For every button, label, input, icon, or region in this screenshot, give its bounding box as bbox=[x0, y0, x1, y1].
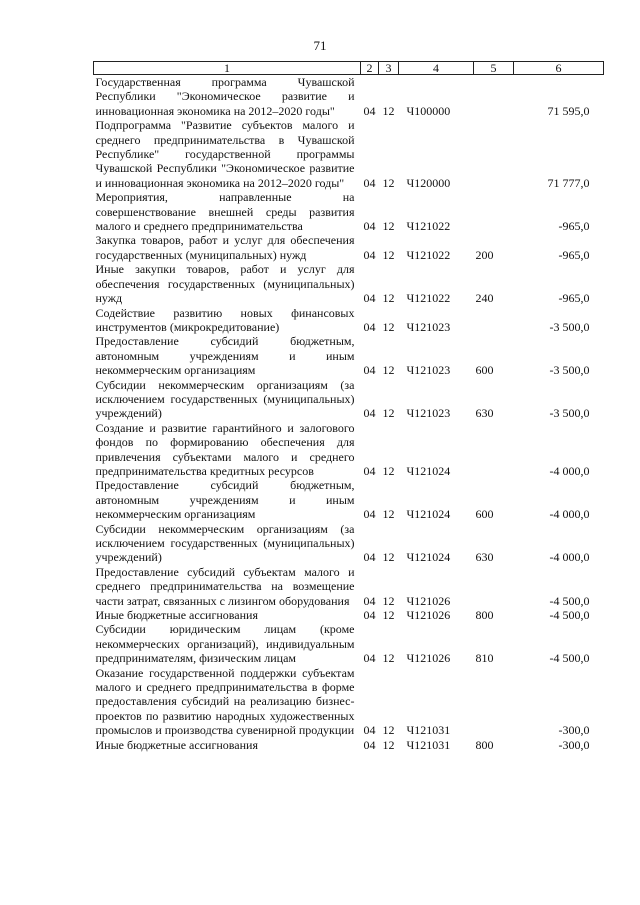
row-target-article-cell: Ч121031 bbox=[406, 723, 451, 738]
row-section-cell: 04 bbox=[363, 463, 376, 478]
row-name-cell: Содействие развитию новых финансовых инструментов (микрокредитование) bbox=[95, 305, 355, 334]
header-cell-section: 2 bbox=[361, 62, 379, 75]
row-amount-cell: -4 500,0 bbox=[549, 651, 590, 666]
table-row bbox=[94, 233, 604, 262]
table-row bbox=[94, 334, 604, 377]
header-cell-expense-type: 5 bbox=[474, 62, 514, 75]
row-subsection-cell: 12 bbox=[382, 247, 395, 262]
header-cell-target-article: 4 bbox=[399, 62, 474, 75]
row-subsection-cell: 12 bbox=[382, 219, 395, 234]
row-section-cell: 04 bbox=[363, 175, 376, 190]
row-section-cell: 04 bbox=[363, 723, 376, 738]
row-expense-type-cell: 240 bbox=[475, 291, 494, 306]
row-amount-cell: -965,0 bbox=[558, 291, 590, 306]
table-row bbox=[94, 306, 604, 335]
table-row bbox=[94, 118, 604, 190]
table-row bbox=[94, 478, 604, 521]
row-section-cell: 04 bbox=[363, 363, 376, 378]
row-name-cell: Государственная программа Чувашской Республики "Экономическое развитие и инновационная экономика на 2012–2020 годы" bbox=[95, 75, 355, 118]
row-amount-cell: -300,0 bbox=[558, 723, 590, 738]
row-expense-type-cell: 630 bbox=[475, 406, 494, 421]
row-expense-type-cell bbox=[474, 421, 514, 479]
row-subsection-cell: 12 bbox=[382, 319, 395, 334]
row-target-article-cell: Ч121026 bbox=[406, 593, 451, 608]
table-row bbox=[94, 608, 604, 622]
table-body bbox=[94, 75, 604, 753]
row-target-article-cell: Ч121023 bbox=[406, 363, 451, 378]
row-expense-type-cell bbox=[474, 118, 514, 190]
row-section-cell: 04 bbox=[363, 737, 376, 752]
table-row bbox=[94, 738, 604, 752]
row-expense-type-cell bbox=[474, 306, 514, 335]
table-row bbox=[94, 622, 604, 665]
row-subsection-cell: 12 bbox=[382, 550, 395, 565]
row-amount-cell: -3 500,0 bbox=[549, 363, 590, 378]
row-target-article-cell: Ч121024 bbox=[406, 463, 451, 478]
table-row bbox=[94, 421, 604, 479]
row-expense-type-cell bbox=[474, 75, 514, 119]
header-cell-amount: 6 bbox=[514, 62, 604, 75]
row-expense-type-cell bbox=[474, 565, 514, 608]
row-target-article-cell: Ч121023 bbox=[406, 406, 451, 421]
row-subsection-cell: 12 bbox=[382, 406, 395, 421]
row-expense-type-cell: 200 bbox=[475, 247, 494, 262]
row-subsection-cell: 12 bbox=[382, 608, 395, 623]
row-amount-cell: -4 000,0 bbox=[549, 507, 590, 522]
row-target-article-cell: Ч121026 bbox=[406, 608, 451, 623]
row-target-article-cell: Ч121024 bbox=[406, 550, 451, 565]
row-section-cell: 04 bbox=[363, 406, 376, 421]
row-target-article-cell: Ч121022 bbox=[406, 247, 451, 262]
row-name-cell: Мероприятия, направленные на совершенствование внешней среды развития малого и среднего предпринимательства bbox=[95, 190, 355, 234]
row-name-cell: Предоставление субсидий бюджетным, автономным учреждениям и иным некоммерческим организациям bbox=[95, 478, 355, 522]
row-expense-type-cell: 800 bbox=[475, 608, 494, 623]
header-cell-subsection: 3 bbox=[379, 62, 399, 75]
table-row bbox=[94, 262, 604, 305]
row-amount-cell: 71 595,0 bbox=[547, 103, 590, 118]
row-name-cell: Субсидии некоммерческим организациям (за исключением государственных (муниципальных) учреждений) bbox=[95, 521, 355, 565]
table-row bbox=[94, 666, 604, 738]
row-target-article-cell: Ч100000 bbox=[406, 103, 451, 118]
table-row bbox=[94, 378, 604, 421]
row-expense-type-cell: 630 bbox=[475, 550, 494, 565]
row-name-cell: Иные бюджетные ассигнования bbox=[95, 608, 258, 623]
row-amount-cell: 71 777,0 bbox=[547, 175, 590, 190]
row-amount-cell: -4 500,0 bbox=[549, 593, 590, 608]
header-cell-name: 1 bbox=[94, 62, 361, 75]
row-subsection-cell: 12 bbox=[382, 103, 395, 118]
row-target-article-cell: Ч121024 bbox=[406, 507, 451, 522]
row-section-cell: 04 bbox=[363, 103, 376, 118]
row-expense-type-cell bbox=[474, 190, 514, 233]
row-target-article-cell: Ч121022 bbox=[406, 291, 451, 306]
row-amount-cell: -300,0 bbox=[558, 737, 590, 752]
row-amount-cell: -965,0 bbox=[558, 219, 590, 234]
row-target-article-cell: Ч121023 bbox=[406, 319, 451, 334]
row-expense-type-cell: 600 bbox=[475, 507, 494, 522]
row-amount-cell: -4 500,0 bbox=[549, 608, 590, 623]
row-name-cell: Предоставление субсидий субъектам малого и среднего предпринимательства на возмещение части затрат, связанных с лизингом оборудования bbox=[95, 564, 355, 608]
row-expense-type-cell: 810 bbox=[475, 651, 494, 666]
row-name-cell: Оказание государственной поддержки субъектам малого и среднего предпринимательства в форме предоставления субсидий на реализацию бизнес-проектов по развитию народных художественных промыслов и производства сувенирной продукции bbox=[95, 665, 355, 738]
row-expense-type-cell: 600 bbox=[475, 363, 494, 378]
row-name-cell: Закупка товаров, работ и услуг для обеспечения государственных (муниципальных) нужд bbox=[95, 233, 355, 262]
row-amount-cell: -3 500,0 bbox=[549, 319, 590, 334]
row-section-cell: 04 bbox=[363, 608, 376, 623]
row-name-cell: Субсидии юридическим лицам (кроме некоммерческих организаций), индивидуальным предпринимателям, физическим лицам bbox=[95, 622, 355, 666]
row-subsection-cell: 12 bbox=[382, 175, 395, 190]
row-target-article-cell: Ч121022 bbox=[406, 219, 451, 234]
row-amount-cell: -965,0 bbox=[558, 247, 590, 262]
row-name-cell: Иные закупки товаров, работ и услуг для обеспечения государственных (муниципальных) нужд bbox=[95, 262, 355, 306]
page-number: 71 bbox=[313, 38, 327, 53]
row-target-article-cell: Ч121031 bbox=[406, 737, 451, 752]
row-subsection-cell: 12 bbox=[382, 737, 395, 752]
table-row bbox=[94, 565, 604, 608]
row-amount-cell: -4 000,0 bbox=[549, 463, 590, 478]
row-section-cell: 04 bbox=[363, 319, 376, 334]
table-row bbox=[94, 190, 604, 233]
row-subsection-cell: 12 bbox=[382, 723, 395, 738]
row-amount-cell: -4 000,0 bbox=[549, 550, 590, 565]
row-expense-type-cell: 800 bbox=[475, 737, 494, 752]
row-section-cell: 04 bbox=[363, 593, 376, 608]
table-row bbox=[94, 75, 604, 119]
row-subsection-cell: 12 bbox=[382, 291, 395, 306]
row-section-cell: 04 bbox=[363, 507, 376, 522]
row-section-cell: 04 bbox=[363, 550, 376, 565]
row-name-cell: Иные бюджетные ассигнования bbox=[95, 737, 258, 752]
row-name-cell: Создание и развитие гарантийного и залогового фондов по формированию обеспечения для привлечения субъектами малого и среднего предпринимательства кредитных ресурсов bbox=[95, 420, 355, 478]
row-section-cell: 04 bbox=[363, 219, 376, 234]
row-subsection-cell: 12 bbox=[382, 507, 395, 522]
row-name-cell: Подпрограмма "Развитие субъектов малого и среднего предпринимательства в Чувашской Республике" государственной программы Чувашской Республики "Экономическое развитие и инновационная экономика на 2012–2020 годы" bbox=[95, 118, 355, 190]
row-subsection-cell: 12 bbox=[382, 363, 395, 378]
row-section-cell: 04 bbox=[363, 291, 376, 306]
row-target-article-cell: Ч120000 bbox=[406, 175, 451, 190]
row-section-cell: 04 bbox=[363, 247, 376, 262]
row-subsection-cell: 12 bbox=[382, 593, 395, 608]
row-name-cell: Предоставление субсидий бюджетным, автономным учреждениям и иным некоммерческим организациям bbox=[95, 334, 355, 378]
row-subsection-cell: 12 bbox=[382, 651, 395, 666]
row-name-cell: Субсидии некоммерческим организациям (за исключением государственных (муниципальных) учреждений) bbox=[95, 377, 355, 421]
budget-table bbox=[93, 61, 604, 752]
row-target-article-cell: Ч121026 bbox=[406, 651, 451, 666]
row-subsection-cell: 12 bbox=[382, 463, 395, 478]
row-expense-type-cell bbox=[474, 666, 514, 738]
table-header-row bbox=[94, 62, 604, 75]
row-section-cell: 04 bbox=[363, 651, 376, 666]
table-row bbox=[94, 522, 604, 565]
row-amount-cell: -3 500,0 bbox=[549, 406, 590, 421]
